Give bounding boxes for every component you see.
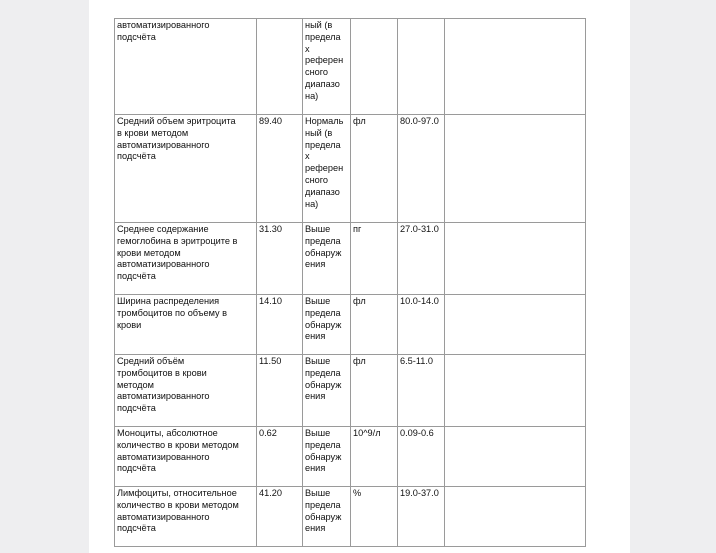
comment-cell bbox=[445, 487, 586, 547]
reference-range-cell: 27.0-31.0 bbox=[398, 223, 445, 295]
table-row bbox=[115, 295, 586, 355]
result-value-cell: 14.10 bbox=[257, 295, 303, 355]
test-name-cell: Средний объем эритроцита в крови методом автоматизированного подсчёта bbox=[115, 115, 257, 223]
unit-cell: % bbox=[351, 487, 398, 547]
result-status-cell: Выше предела обнаруж ения bbox=[303, 355, 351, 427]
result-status-cell: Выше предела обнаруж ения bbox=[303, 427, 351, 487]
unit-cell: фл bbox=[351, 355, 398, 427]
lab-results-table bbox=[114, 18, 586, 547]
reference-range-cell bbox=[398, 19, 445, 115]
result-status-cell: Нормаль ный (в предела х референ сного диапазо на) bbox=[303, 115, 351, 223]
reference-range-cell: 10.0-14.0 bbox=[398, 295, 445, 355]
table-row bbox=[115, 427, 586, 487]
comment-cell bbox=[445, 355, 586, 427]
table-row bbox=[115, 115, 586, 223]
reference-range-cell: 6.5-11.0 bbox=[398, 355, 445, 427]
result-status-cell: Выше предела обнаруж ения bbox=[303, 223, 351, 295]
unit-cell: фл bbox=[351, 295, 398, 355]
test-name-cell: автоматизированного подсчёта bbox=[115, 19, 257, 115]
reference-range-cell: 19.0-37.0 bbox=[398, 487, 445, 547]
unit-cell: пг bbox=[351, 223, 398, 295]
unit-cell bbox=[351, 19, 398, 115]
result-value-cell: 89.40 bbox=[257, 115, 303, 223]
test-name-cell: Моноциты, абсолютное количество в крови методом автоматизированного подсчёта bbox=[115, 427, 257, 487]
table-row bbox=[115, 223, 586, 295]
result-status-cell: Выше предела обнаруж ения bbox=[303, 295, 351, 355]
test-name-cell: Ширина распределения тромбоцитов по объему в крови bbox=[115, 295, 257, 355]
test-name-cell: Лимфоциты, относительное количество в крови методом автоматизированного подсчёта bbox=[115, 487, 257, 547]
unit-cell: 10^9/л bbox=[351, 427, 398, 487]
unit-cell: фл bbox=[351, 115, 398, 223]
comment-cell bbox=[445, 295, 586, 355]
result-value-cell: 31.30 bbox=[257, 223, 303, 295]
comment-cell bbox=[445, 223, 586, 295]
result-status-cell: Выше предела обнаруж ения bbox=[303, 487, 351, 547]
table-row bbox=[115, 19, 586, 115]
table-row bbox=[115, 355, 586, 427]
test-name-cell: Среднее содержание гемоглобина в эритроците в крови методом автоматизированного подсчёта bbox=[115, 223, 257, 295]
comment-cell bbox=[445, 427, 586, 487]
comment-cell bbox=[445, 115, 586, 223]
result-value-cell bbox=[257, 19, 303, 115]
result-value-cell: 0.62 bbox=[257, 427, 303, 487]
document-page bbox=[89, 0, 630, 553]
comment-cell bbox=[445, 19, 586, 115]
reference-range-cell: 80.0-97.0 bbox=[398, 115, 445, 223]
result-value-cell: 11.50 bbox=[257, 355, 303, 427]
reference-range-cell: 0.09-0.6 bbox=[398, 427, 445, 487]
result-value-cell: 41.20 bbox=[257, 487, 303, 547]
result-status-cell: ный (в предела х референ сного диапазо на) bbox=[303, 19, 351, 115]
table-row bbox=[115, 487, 586, 547]
test-name-cell: Средний объём тромбоцитов в крови методом автоматизированного подсчёта bbox=[115, 355, 257, 427]
